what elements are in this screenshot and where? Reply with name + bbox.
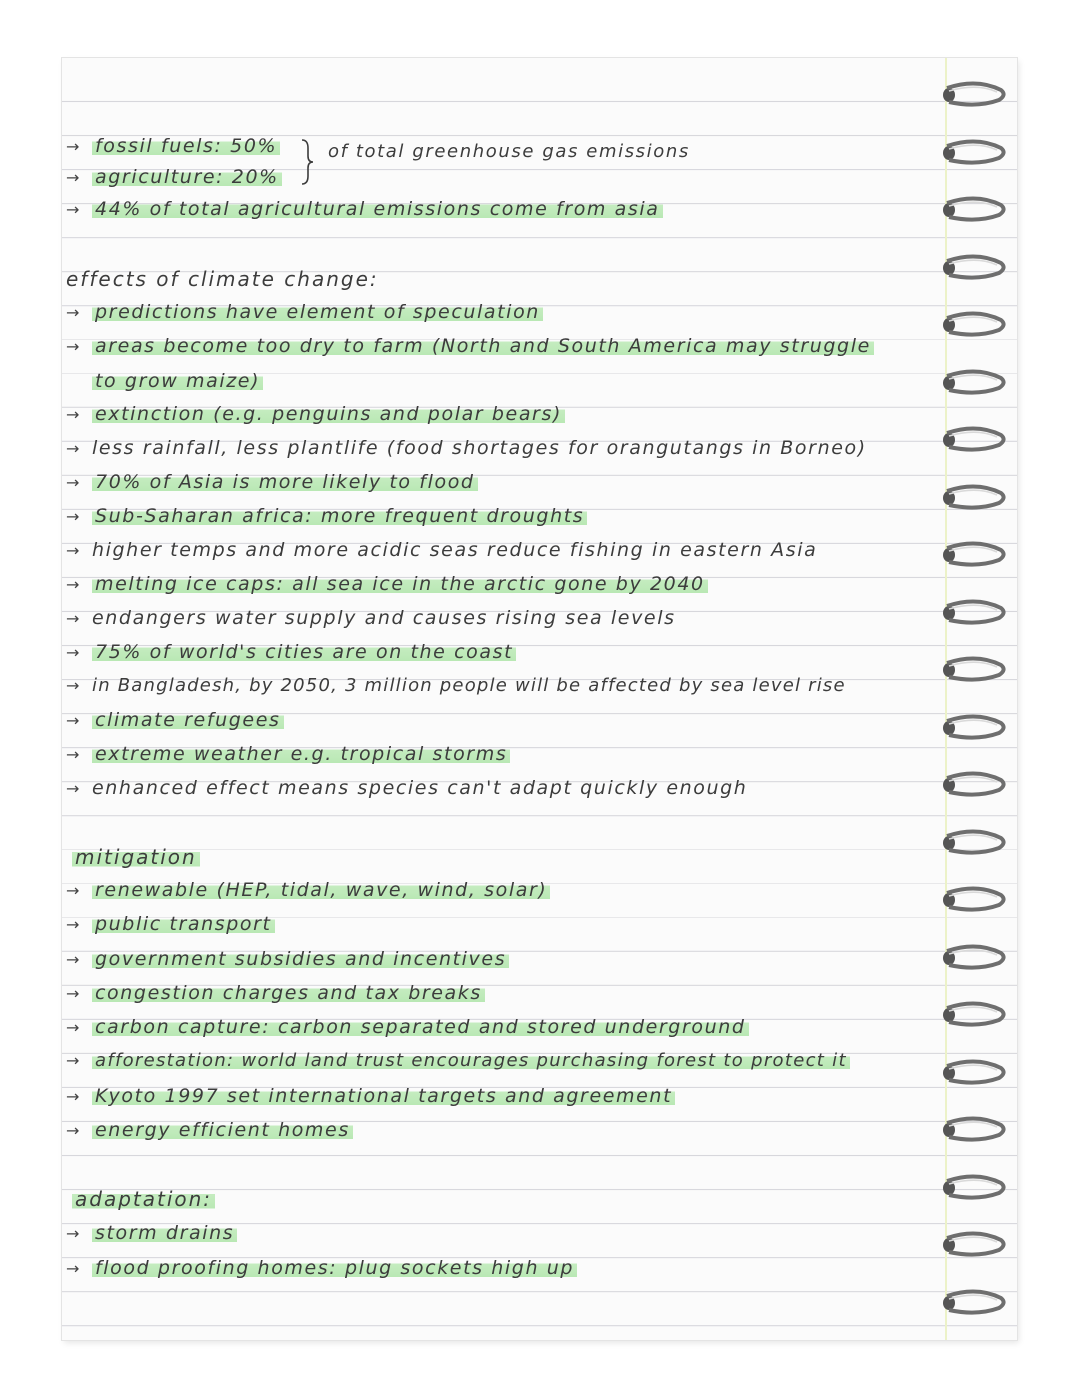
spiral-ring-icon (937, 655, 1009, 685)
arrow-icon: → (66, 1224, 82, 1243)
spiral-ring-icon (937, 1230, 1009, 1260)
note-text: less rainfall, less plantlife (food shortages for orangutangs in Borneo) (92, 437, 867, 459)
arrow-icon: → (66, 1018, 82, 1037)
note-text: fossil fuels: 50% (92, 135, 280, 157)
arrow-icon: → (66, 575, 82, 594)
note-line (66, 297, 543, 327)
spiral-ring-icon (937, 425, 1009, 455)
spiral-ring-icon (937, 80, 1009, 110)
note-text: climate refugees (92, 709, 284, 731)
spiral-ring-icon (937, 713, 1009, 743)
note-line (66, 1253, 577, 1283)
note-text: 75% of world's cities are on the coast (92, 641, 516, 663)
note-text: predictions have element of speculation (92, 301, 543, 323)
note-text: storm drains (92, 1222, 237, 1244)
note-line (66, 331, 874, 361)
spiral-ring-icon (937, 885, 1009, 915)
spiral-ring-icon (937, 1173, 1009, 1203)
note-line (66, 978, 485, 1008)
arrow-icon: → (66, 779, 82, 798)
note-text: congestion charges and tax breaks (92, 982, 485, 1004)
arrow-icon: → (66, 1259, 82, 1278)
note-text: flood proofing homes: plug sockets high up (92, 1257, 577, 1279)
arrow-icon: → (66, 507, 82, 526)
note-line (92, 366, 263, 396)
arrow-icon: → (66, 303, 82, 322)
note-text: higher temps and more acidic seas reduce fishing in eastern Asia (92, 539, 818, 561)
spiral-ring-icon (937, 540, 1009, 570)
heading-text: adaptation: (72, 1187, 215, 1211)
note-text: 70% of Asia is more likely to flood (92, 471, 478, 493)
arrow-icon: → (66, 1087, 82, 1106)
note-text: Kyoto 1997 set international targets and agreement (92, 1085, 675, 1107)
heading-text: mitigation (72, 845, 200, 869)
arrow-icon: → (66, 881, 82, 900)
note-text: energy efficient homes (92, 1119, 353, 1141)
spiral-ring-icon (937, 1058, 1009, 1088)
spiral-ring-icon (937, 943, 1009, 973)
note-text: endangers water supply and causes rising sea levels (92, 607, 676, 629)
note-line (66, 637, 516, 667)
note-text: government subsidies and incentives (92, 948, 509, 970)
spiral-ring-icon (937, 1288, 1009, 1318)
spiral-ring-icon (937, 368, 1009, 398)
section-heading-mitigation (72, 842, 200, 872)
spiral-ring-icon (937, 195, 1009, 225)
spiral-ring-icon (937, 253, 1009, 283)
arrow-icon: → (66, 137, 82, 156)
note-line (66, 944, 509, 974)
note-line (66, 705, 284, 735)
note-text: Sub-Saharan africa: more frequent droughts (92, 505, 587, 527)
note-text: carbon capture: carbon separated and stored underground (92, 1016, 749, 1038)
arrow-icon: → (66, 609, 82, 628)
arrow-icon: → (66, 200, 82, 219)
section-heading-effects: effects of climate change: (66, 267, 379, 291)
spiral-ring-icon (937, 598, 1009, 628)
note-text: afforestation: world land trust encourages purchasing forest to protect it (92, 1050, 850, 1071)
arrow-icon: → (66, 168, 82, 187)
note-line (66, 131, 280, 161)
spiral-binding (927, 58, 1017, 1340)
arrow-icon: → (66, 711, 82, 730)
curly-brace-icon (300, 138, 314, 186)
note-line (66, 162, 282, 192)
note-line (66, 1046, 850, 1076)
note-text: extinction (e.g. penguins and polar bears) (92, 403, 565, 425)
note-text: melting ice caps: all sea ice in the arctic gone by 2040 (92, 573, 708, 595)
note-line (66, 773, 747, 803)
spiral-ring-icon (937, 770, 1009, 800)
note-line (66, 535, 817, 565)
note-text: agriculture: 20% (92, 166, 282, 188)
note-line (66, 501, 587, 531)
spiral-ring-icon (937, 310, 1009, 340)
arrow-icon: → (66, 984, 82, 1003)
note-line (66, 399, 565, 429)
spiral-ring-icon (937, 828, 1009, 858)
note-line (66, 1115, 353, 1145)
brace-note: of total greenhouse gas emissions (328, 141, 690, 162)
note-text: public transport (92, 913, 275, 935)
note-line (66, 1012, 749, 1042)
spiral-ring-icon (937, 138, 1009, 168)
note-line (66, 671, 846, 701)
spiral-ring-icon (937, 1000, 1009, 1030)
note-line (66, 909, 275, 939)
note-line (66, 467, 478, 497)
arrow-icon: → (66, 1051, 81, 1070)
note-line (66, 1081, 675, 1111)
arrow-icon: → (66, 405, 82, 424)
arrow-icon: → (66, 337, 82, 356)
arrow-icon: → (66, 643, 82, 662)
note-line (66, 569, 708, 599)
note-text: extreme weather e.g. tropical storms (92, 743, 510, 765)
arrow-icon: → (66, 473, 82, 492)
arrow-icon: → (66, 745, 82, 764)
arrow-icon: → (66, 541, 82, 560)
arrow-icon: → (66, 1121, 82, 1140)
note-line (66, 1218, 237, 1248)
spiral-ring-icon (937, 483, 1009, 513)
note-text: renewable (HEP, tidal, wave, wind, solar) (92, 879, 550, 901)
arrow-icon: → (66, 676, 81, 695)
arrow-icon: → (66, 915, 82, 934)
arrow-icon: → (66, 950, 82, 969)
note-text: to grow maize) (92, 370, 263, 392)
note-text: 44% of total agricultural emissions come from asia (92, 198, 663, 220)
note-line (66, 433, 867, 463)
note-text: enhanced effect means species can't adapt quickly enough (92, 777, 748, 799)
note-text: areas become too dry to farm (North and South America may struggle (92, 335, 874, 357)
note-line (66, 875, 550, 905)
note-line (66, 603, 676, 633)
note-line (66, 739, 510, 769)
section-heading-adaptation (72, 1184, 215, 1214)
note-text: in Bangladesh, by 2050, 3 million people will be affected by sea level rise (92, 675, 846, 696)
arrow-icon: → (66, 439, 82, 458)
spiral-ring-icon (937, 1115, 1009, 1145)
note-line (66, 194, 663, 224)
